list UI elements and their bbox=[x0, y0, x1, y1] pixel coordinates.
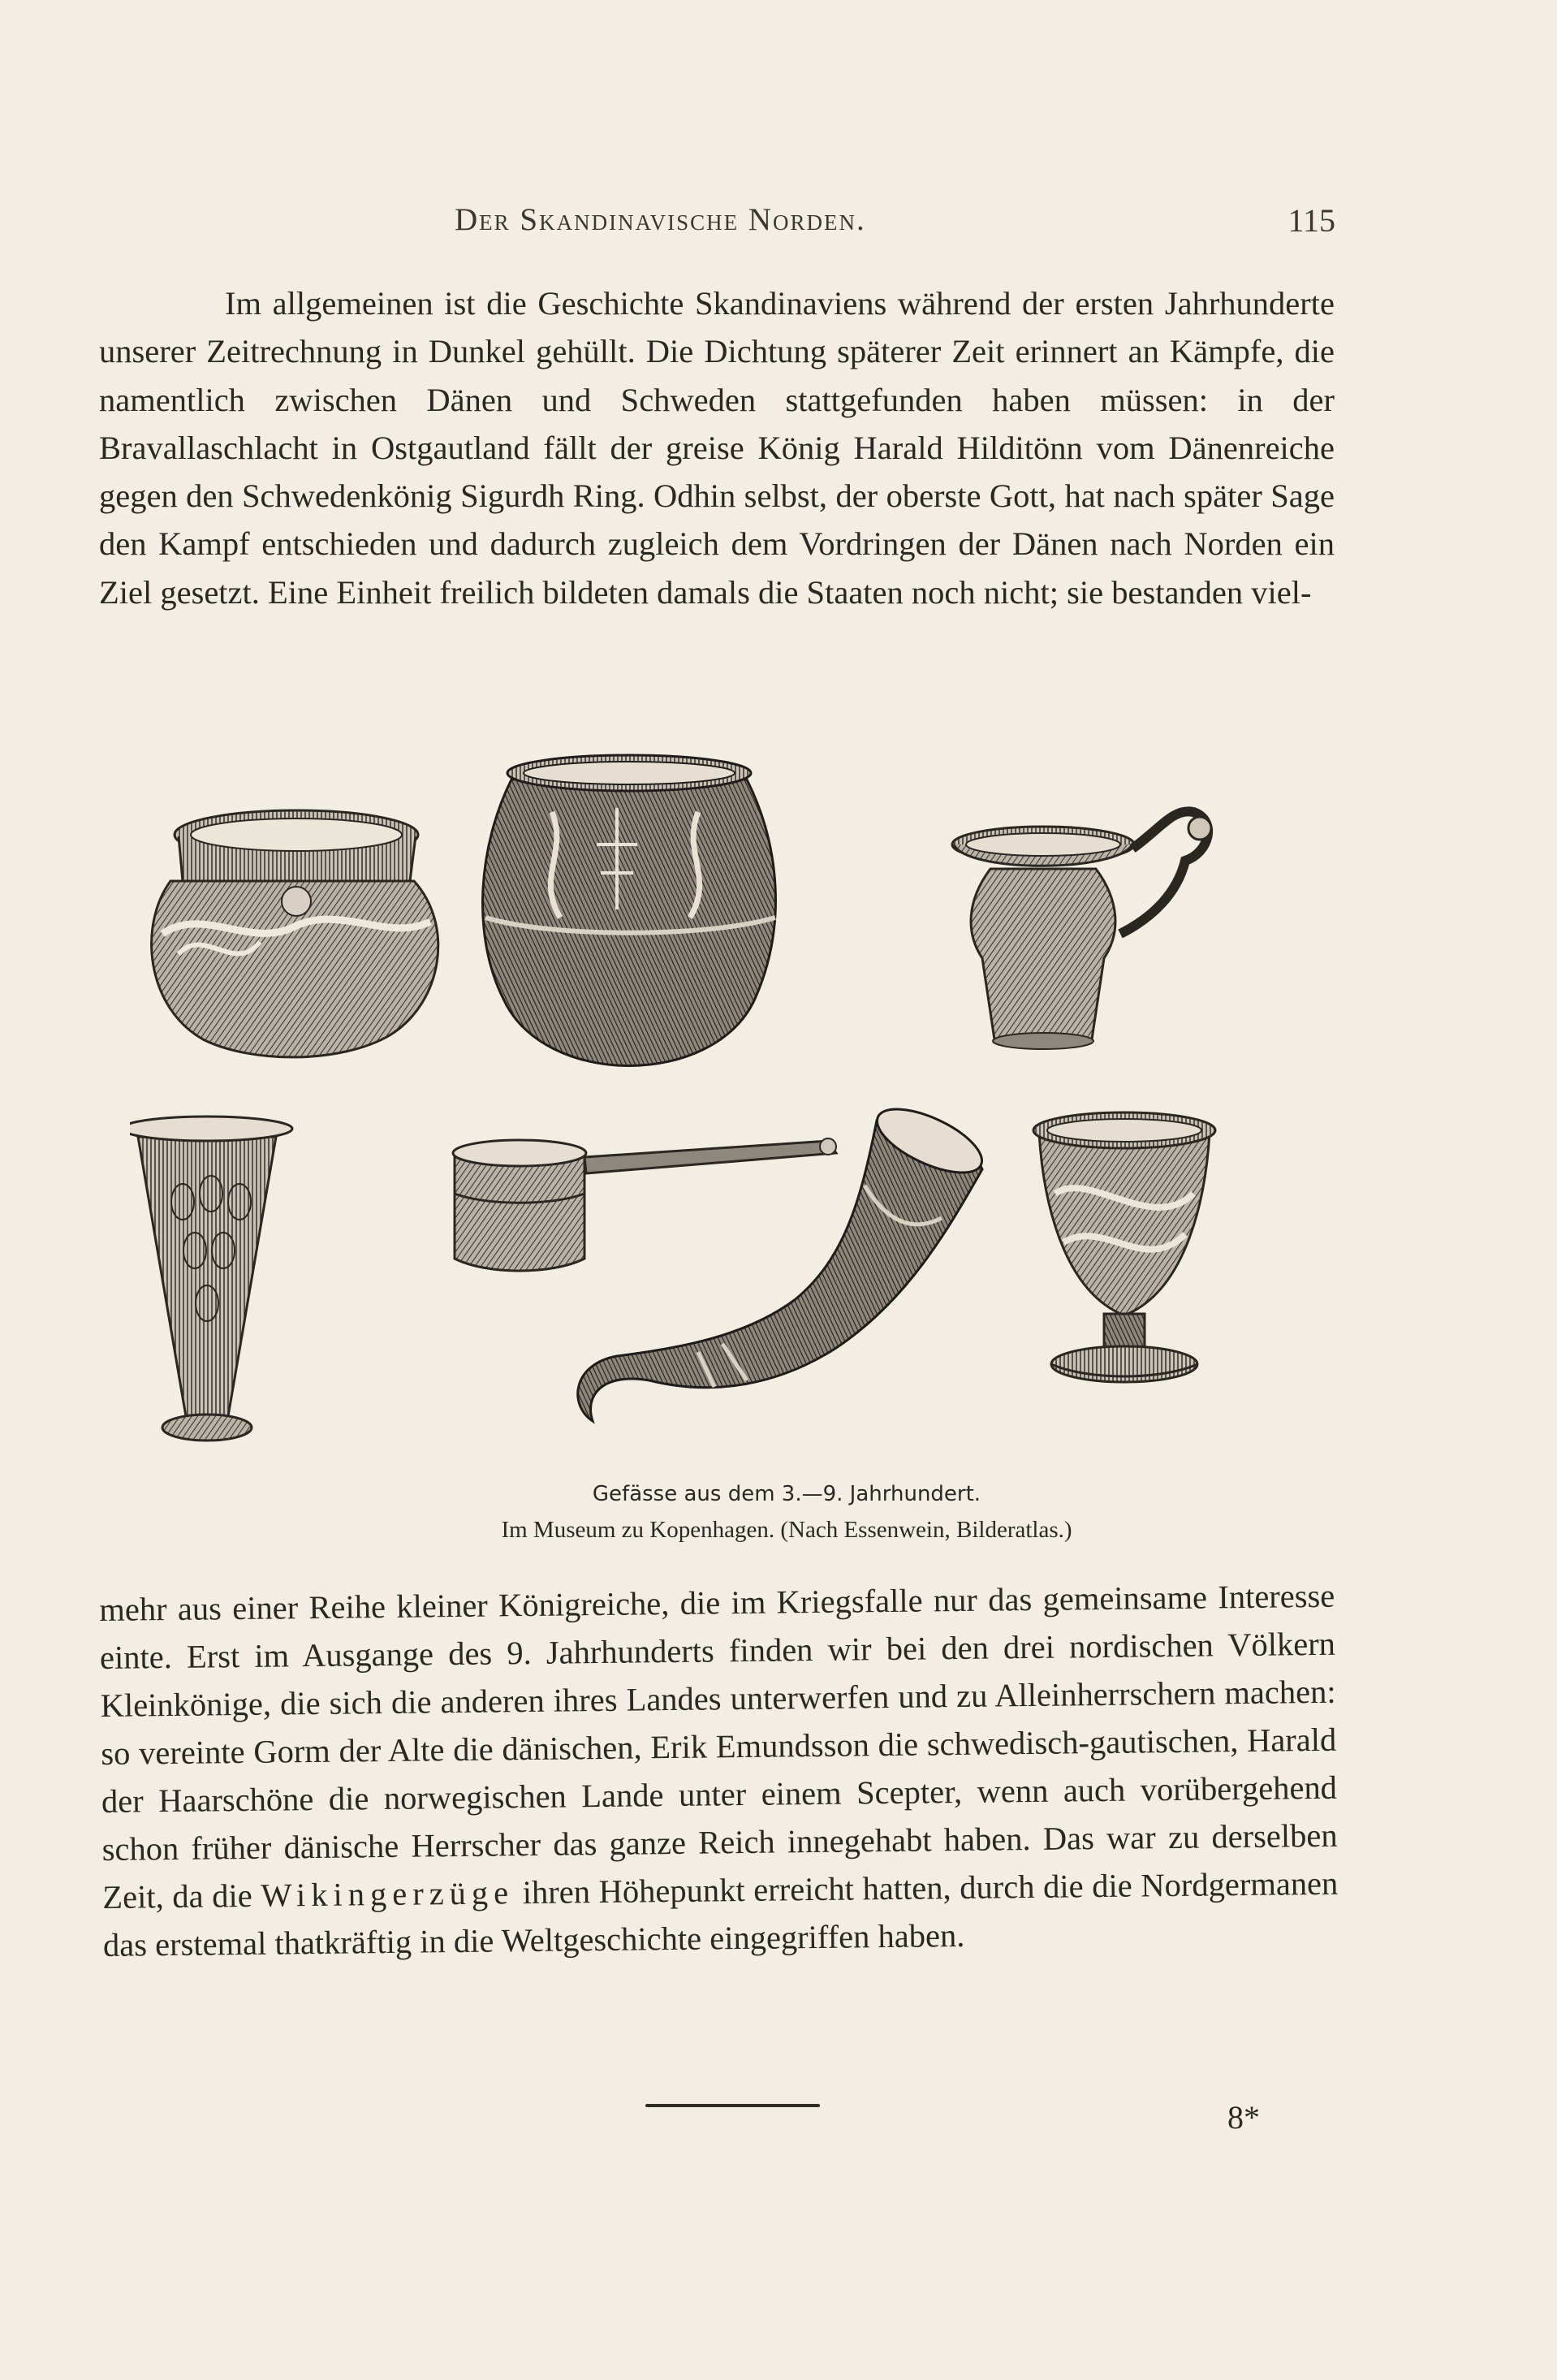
paragraph-bottom-part1: mehr aus einer Reihe kleiner Königreiche, die im Kriegsfalle nur das gemeinsame Interesse einte. Erst im Ausgange des 9. Jahrhunderts finden wir bei den drei nordischen Völkern Kleinkönige, die sich die anderen ihres Landes unterwerfen und zu Alleinherrschern machen: so vereinte Gorm der Alte die dänischen, Erik Emundsson die schwedisch-gautischen, Harald der Haarschöne die norwegischen Lande unter einem Scepter, wenn auch vorübergehend schon früher dänische Herrscher das ganze Reich innegehabt haben. Das war zu derselben Zeit, da die bbox=[99, 1577, 1338, 1916]
signature-mark: 8* bbox=[1227, 2099, 1260, 2136]
vessels-illustration bbox=[130, 731, 1323, 1462]
glass-beaker-vessel bbox=[130, 1117, 292, 1441]
footer-rule bbox=[645, 2104, 820, 2107]
figure-caption-title: Gefässe aus dem 3.—9. Jahrhundert. bbox=[592, 1482, 981, 1506]
paragraph-top bbox=[99, 279, 1335, 616]
running-head bbox=[97, 201, 1335, 242]
paragraph-top-text: Im allgemeinen ist die Geschichte Skandinaviens während der ersten Jahrhunderte unserer Zeitrechnung in Dunkel gehüllt. Die Dichtung späterer Zeit erinnert an Kämpfe, die namentlich zwischen Dänen und Schweden stattgefunden haben müssen: in der Bravallaschlacht in Ostgautland fällt der greise König Harald Hilditönn vom Dänenreiche gegen den Schwedenkönig Sigurdh Ring. Odhin selbst, der oberste Gott, hat nach später Sage den Kampf entschieden und dadurch zugleich dem Vordringen der Dänen nach Norden ein Ziel gesetzt. Eine Einheit freilich bildeten damals die Staaten noch nicht; sie bestanden viel- bbox=[99, 285, 1335, 611]
round-bowl-vessel bbox=[152, 810, 438, 1057]
saucepan-vessel bbox=[453, 1138, 836, 1271]
large-cauldron-vessel bbox=[483, 755, 776, 1066]
running-title: Der Skandinavische Norden. bbox=[455, 202, 866, 237]
paragraph-bottom-emphasis: Wikingerzüge bbox=[261, 1874, 515, 1914]
footed-goblet-vessel bbox=[1033, 1112, 1215, 1382]
handled-cup-vessel bbox=[952, 811, 1211, 1049]
paragraph-bottom-text bbox=[99, 1572, 1339, 1969]
figure-caption-source: Im Museum zu Kopenhagen. (Nach Essenwein, Bilderatlas.) bbox=[501, 1517, 1072, 1543]
paragraph-bottom-part2: ihren Höhepunkt erreicht hatten, durch die die Nordgermanen das erstemal thatkräftig in die Weltgeschichte eingegriffen haben. bbox=[102, 1864, 1339, 1963]
paragraph-bottom bbox=[99, 1572, 1339, 1969]
page-number: 115 bbox=[1287, 202, 1335, 239]
vessels-engraving bbox=[130, 731, 1323, 1462]
